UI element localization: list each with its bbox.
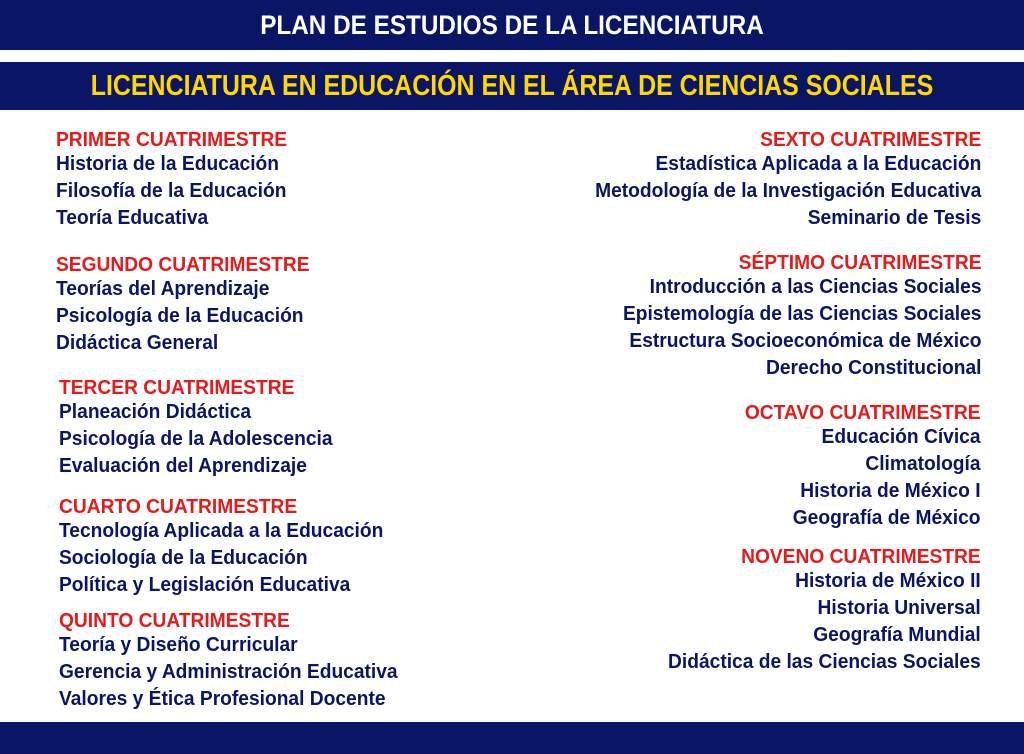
- subject-item: Historia de la Educación: [56, 153, 280, 175]
- subject-item: Psicología de la Adolescencia: [59, 428, 333, 450]
- semester-6: [595, 129, 981, 232]
- semester-8: [745, 402, 981, 532]
- semester-heading: SEGUNDO CUATRIMESTRE: [56, 254, 310, 276]
- subject-item: Psicología de la Educación: [56, 305, 304, 327]
- semester-heading: TERCER CUATRIMESTRE: [59, 377, 295, 399]
- subject-item: Filosofía de la Educación: [56, 180, 287, 202]
- semester-heading: NOVENO CUATRIMESTRE: [741, 546, 981, 568]
- subject-item: Historia Universal: [817, 597, 981, 619]
- subject-item: Estructura Socioeconómica de México: [628, 330, 981, 352]
- subject-item: Planeación Didáctica: [59, 401, 252, 423]
- page-title: PLAN DE ESTUDIOS DE LA LICENCIATURA: [260, 10, 764, 40]
- program-title: LICENCIATURA EN EDUCACIÓN EN EL ÁREA DE CIENCIAS SOCIALES: [90, 70, 934, 102]
- semester-1: [56, 129, 287, 232]
- semester-5: [59, 610, 398, 713]
- subject-item: Historia de México I: [800, 480, 981, 502]
- subject-item: Estadística Aplicada a la Educación: [655, 153, 981, 175]
- semester-4: [59, 496, 383, 599]
- subject-item: Tecnología Aplicada a la Educación: [59, 520, 384, 542]
- subject-item: Teorías del Aprendizaje: [56, 278, 270, 300]
- semester-heading: PRIMER CUATRIMESTRE: [56, 129, 288, 151]
- semester-heading: OCTAVO CUATRIMESTRE: [745, 402, 981, 424]
- semester-heading: SEXTO CUATRIMESTRE: [759, 129, 981, 151]
- subject-item: Sociología de la Educación: [59, 547, 308, 569]
- subject-item: Evaluación del Aprendizaje: [59, 455, 307, 477]
- semester-heading: SÉPTIMO CUATRIMESTRE: [738, 252, 981, 274]
- semester-3: [59, 377, 333, 480]
- semester-2: [56, 254, 310, 357]
- subject-item: Derecho Constitucional: [765, 357, 981, 379]
- subject-item: Seminario de Tesis: [807, 207, 981, 229]
- subject-item: Geografía de México: [793, 507, 981, 529]
- semester-9: [668, 546, 981, 676]
- subject-item: Didáctica de las Ciencias Sociales: [668, 651, 981, 673]
- subject-item: Introducción a las Ciencias Sociales: [649, 276, 981, 298]
- footer-band: [0, 722, 1024, 754]
- subject-item: Historia de México II: [795, 570, 981, 592]
- subject-item: Epistemología de las Ciencias Sociales: [622, 303, 981, 325]
- subject-item: Gerencia y Administración Educativa: [59, 661, 398, 683]
- subject-item: Metodología de la Investigación Educativa: [594, 180, 981, 202]
- subject-item: Educación Cívica: [822, 426, 981, 448]
- subject-item: Climatología: [865, 453, 981, 475]
- subject-item: Valores y Ética Profesional Docente: [59, 688, 386, 710]
- subject-item: Didáctica General: [56, 332, 219, 354]
- subject-item: Teoría Educativa: [56, 207, 209, 229]
- subject-item: Teoría y Diseño Curricular: [59, 634, 298, 656]
- semester-7: [622, 252, 981, 382]
- semester-heading: CUARTO CUATRIMESTRE: [59, 496, 298, 518]
- semester-heading: QUINTO CUATRIMESTRE: [59, 610, 290, 632]
- subject-item: Geografía Mundial: [813, 624, 981, 646]
- subject-item: Política y Legislación Educativa: [59, 574, 351, 596]
